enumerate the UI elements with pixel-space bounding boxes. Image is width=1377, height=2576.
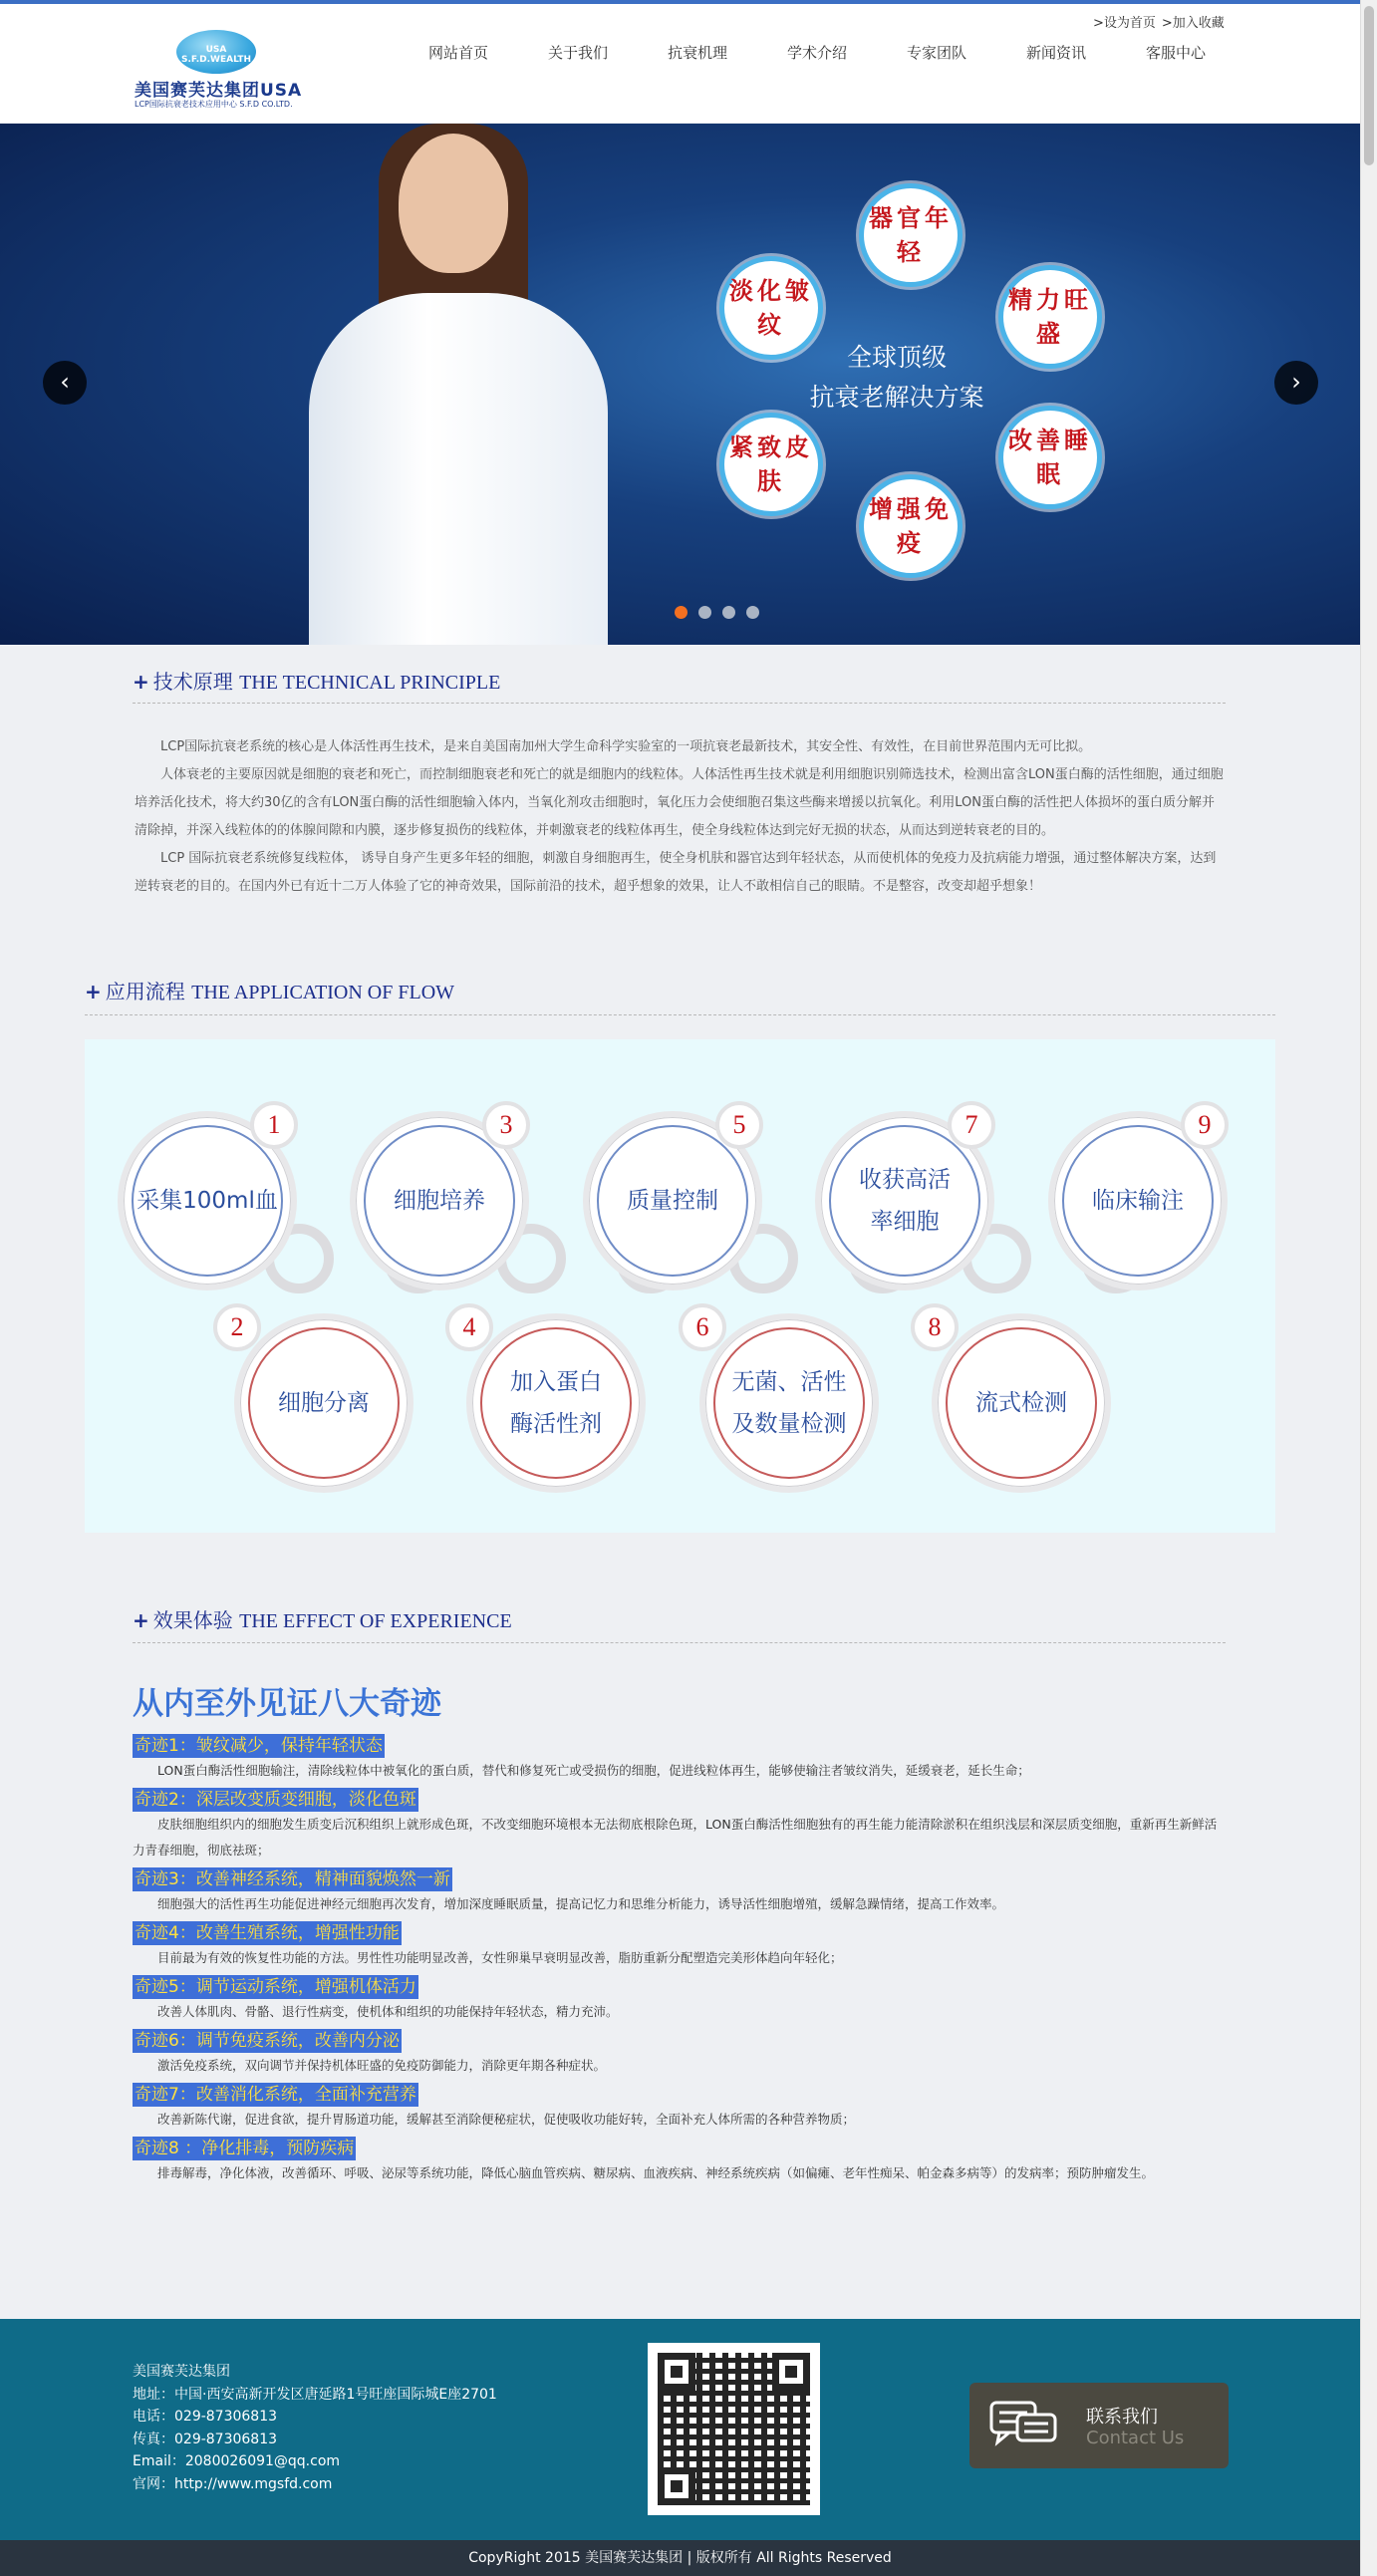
miracle-title: 奇迹4：改善生殖系统，增强性功能	[135, 1923, 400, 1943]
miracle-desc: 细胞强大的活性再生功能促进神经元细胞再次发育，增加深度睡眠质量，提高记忆力和思维分析能力，诱导活性细胞增殖，缓解急躁情绪，提高工作效率。	[157, 1896, 1005, 1911]
chat-bubble-icon	[989, 2401, 1059, 2446]
miracle-title: 奇迹8 ：净化排毒，预防疾病	[135, 2139, 355, 2158]
miracle-item	[133, 2029, 1229, 2079]
nav-item-about[interactable]: 关于我们	[547, 44, 608, 62]
miracle-title: 奇迹5：调节运动系统，增强机体活力	[135, 1977, 416, 1997]
miracle-desc: 改善人体肌肉、骨骼、退行性病变，使机体和组织的功能保持年轻状态，精力充沛。	[157, 2004, 619, 2019]
principle-paragraph: LCP国际抗衰老系统的核心是人体活性再生技术，是来自美国南加州大学生命科学实验室的一项抗衰老最新技术，其安全性、有效性，在目前世界范围内无可比拟。	[160, 739, 1092, 754]
contact-us-label: 联系我们	[1086, 2407, 1158, 2428]
logo-name: 美国赛芙达集团USA	[135, 81, 303, 101]
bubble-immunity: 增强免疫	[859, 474, 963, 578]
flow-step-9: 临床输注	[1048, 1111, 1228, 1290]
nav-item-mechanism[interactable]: 抗衰机理	[667, 44, 727, 62]
plus-icon: +	[133, 670, 149, 694]
banner-prev-button[interactable]: ‹	[43, 361, 87, 405]
bubble-sleep: 改善睡眠	[998, 406, 1102, 509]
miracle-item	[133, 1734, 1229, 1784]
doctor-image	[299, 124, 618, 645]
add-favorite-link[interactable]: >加入收藏	[1161, 16, 1225, 31]
flow-step-number: 4	[445, 1303, 493, 1351]
miracle-desc: LON蛋白酶活性细胞输注，清除线粒体中被氧化的蛋白质，替代和修复死亡或受损伤的细胞，促进线粒体再生，能够使输注者皱纹消失，延缓衰老，延长生命；	[157, 1763, 1030, 1778]
miracle-item	[133, 1788, 1229, 1863]
scrollbar-thumb[interactable]	[1364, 6, 1374, 165]
flow-step-8: 流式检测	[932, 1313, 1111, 1493]
nav-item-academic[interactable]: 学术介绍	[786, 44, 847, 62]
slide-dot-1[interactable]	[675, 606, 688, 619]
miracle-desc: 排毒解毒，净化体液，改善循环、呼吸、泌尿等系统功能，降低心脑血管疾病、糖尿病、血液疾病、神经系统疾病（如偏瘫、老年性痴呆、帕金森多病等）的发病率；预防肿瘤发生。	[157, 2165, 1155, 2180]
miracle-list	[133, 1734, 1229, 2190]
slide-dot-4[interactable]	[746, 606, 759, 619]
flow-step-5: 质量控制	[583, 1111, 762, 1290]
miracle-desc: 改善新陈代谢，促进食欲，提升胃肠道功能，缓解甚至消除便秘症状，促使吸收功能好转，全面补充人体所需的各种营养物质；	[157, 2112, 856, 2127]
miracle-title: 奇迹2：深层改变质变细胞，淡化色斑	[135, 1790, 416, 1810]
flow-step-7: 收获高活率细胞	[815, 1111, 994, 1290]
flow-step-1: 采集100ml血	[118, 1111, 297, 1290]
principle-text	[135, 733, 1226, 901]
miracle-title: 奇迹1：皱纹减少，保持年轻状态	[135, 1736, 383, 1756]
bubble-organs: 器官年轻	[859, 183, 963, 287]
flow-step-number: 2	[213, 1303, 261, 1351]
miracle-item	[133, 2083, 1229, 2133]
site-header	[0, 4, 1360, 123]
bubble-skin: 紧致皮肤	[719, 413, 823, 516]
site-footer	[0, 2319, 1360, 2540]
flow-diagram	[85, 1039, 1275, 1533]
miracle-item	[133, 2137, 1229, 2186]
flow-step-number: 1	[250, 1101, 298, 1149]
contact-info	[133, 2361, 497, 2495]
miracle-title: 奇迹6：调节免疫系统，改善内分泌	[135, 2031, 400, 2051]
flow-step-2: 细胞分离	[234, 1313, 413, 1493]
flow-step-6: 无菌、活性及数量检测	[699, 1313, 879, 1493]
company-name: 美国赛芙达集团	[133, 2364, 230, 2380]
logo-globe-icon: USA S.F.D.WEALTH	[176, 30, 256, 74]
nav-item-service[interactable]: 客服中心	[1145, 44, 1206, 62]
phone: 电话：029-87306813	[133, 2409, 278, 2425]
website[interactable]: 官网：http://www.mgsfd.com	[133, 2475, 333, 2492]
hero-banner	[0, 124, 1360, 645]
miracle-desc: 皮肤细胞组织内的细胞发生质变后沉积组织上就形成色斑，不改变细胞环境根本无法彻底根除色斑，LON蛋白酶活性细胞独有的再生能力能清除淤积在组织浅层和深层质变细胞，重新再生新鲜活力青春细胞，彻底祛斑；	[133, 1817, 1218, 1858]
fax: 传真：029-87306813	[133, 2431, 278, 2447]
miracle-item	[133, 1867, 1229, 1917]
flow-step-number: 6	[679, 1303, 726, 1351]
miracle-item	[133, 1975, 1229, 2025]
plus-icon: +	[133, 1608, 149, 1632]
miracle-desc: 目前最为有效的恢复性功能的方法。男性性功能明显改善，女性卵巢早衰明显改善，脂肪重新分配塑造完美形体趋向年轻化；	[157, 1950, 843, 1965]
nav-item-experts[interactable]: 专家团队	[906, 44, 966, 62]
slide-dot-3[interactable]	[722, 606, 735, 619]
bubble-wrinkles: 淡化皱纹	[719, 256, 823, 360]
flow-title: + 应用流程 THE APPLICATION OF FLOW	[85, 980, 455, 1003]
flow-step-number: 5	[715, 1101, 763, 1149]
nav-item-home[interactable]: 网站首页	[427, 44, 488, 62]
contact-us-button[interactable]	[969, 2383, 1229, 2468]
contact-us-label-en: Contact Us	[1086, 2428, 1185, 2448]
top-links	[1093, 12, 1231, 31]
effect-title: + 效果体验 THE EFFECT OF EXPERIENCE	[133, 1608, 512, 1632]
slide-indicators	[675, 606, 770, 619]
nav-item-news[interactable]: 新闻资讯	[1025, 44, 1086, 62]
principle-title: + 技术原理 THE TECHNICAL PRINCIPLE	[133, 670, 501, 694]
bubble-energy: 精力旺盛	[998, 265, 1102, 369]
flow-step-number: 7	[948, 1101, 995, 1149]
address: 地址：中国·西安高新开发区唐延路1号旺座国际城E座2701	[133, 2386, 497, 2403]
page-scrollbar[interactable]	[1360, 0, 1377, 2576]
banner-next-button[interactable]: ›	[1274, 361, 1318, 405]
plus-icon: +	[85, 980, 102, 1003]
section-divider	[133, 1642, 1226, 1643]
site-logo[interactable]	[135, 26, 334, 116]
section-divider	[133, 703, 1226, 704]
principle-paragraph: LCP 国际抗衰老系统修复线粒体， 诱导自身产生更多年轻的细胞，刺激自身细胞再生，使全身机肤和器官达到年轻状态，从而使机体的免疫力及抗病能力增强，通过整体解决方案，达到逆转衰老的目的。在国内外已有近十二万人体验了它的神奇效果，国际前沿的技术，超乎想象的效果，让人不敢相信自己的眼睛。不是整容，改变却超乎想象！	[135, 851, 1217, 894]
flow-step-4: 加入蛋白酶活性剂	[466, 1313, 646, 1493]
principle-paragraph: 人体衰老的主要原因就是细胞的衰老和死亡，而控制细胞衰老和死亡的就是细胞内的线粒体。人体活性再生技术就是利用细胞识别筛选技术，检测出富含LON蛋白酶的活性细胞，通过细胞培养活化技术，将大约30亿的含有LON蛋白酶的活性细胞输入体内，当氧化剂攻击细胞时，氧化压力会使细胞召集这些酶来增援以抗氧化。利用LON蛋白酶的活性把人体损坏的蛋白质分解并清除掉，并深入线粒体的的体腺间隙和内膜，逐步修复损伤的线粒体，并刺激衰老的线粒体再生，使全身线粒体达到完好无损的状态，从而达到逆转衰老的目的。	[135, 767, 1224, 838]
flow-step-number: 9	[1181, 1101, 1229, 1149]
logo-subtitle: LCP国际抗衰老技术应用中心 S.F.D CO.LTD.	[135, 100, 293, 109]
qr-code	[648, 2343, 820, 2515]
banner-slogan: 全球顶级 抗衰老解决方案	[809, 343, 984, 412]
flow-step-3: 细胞培养	[350, 1111, 529, 1290]
miracle-item	[133, 1921, 1229, 1971]
set-homepage-link[interactable]: >设为首页	[1093, 16, 1156, 31]
miracle-title: 奇迹3：改善神经系统，精神面貌焕然一新	[135, 1869, 450, 1889]
effect-heading: 从内至外见证八大奇迹	[133, 1686, 441, 1722]
slide-dot-2[interactable]	[698, 606, 711, 619]
miracle-title: 奇迹7：改善消化系统，全面补充营养	[135, 2085, 416, 2105]
flow-step-number: 8	[911, 1303, 959, 1351]
copyright: CopyRight 2015 美国赛芙达集团 | 版权所有 All Rights Reserved	[0, 2540, 1360, 2576]
section-divider	[85, 1014, 1275, 1015]
miracle-desc: 激活免疫系统，双向调节并保持机体旺盛的免疫防御能力，消除更年期各种症状。	[157, 2058, 607, 2073]
main-nav	[399, 42, 1236, 63]
flow-step-number: 3	[482, 1101, 530, 1149]
email[interactable]: Email：2080026091@qq.com	[133, 2453, 341, 2469]
